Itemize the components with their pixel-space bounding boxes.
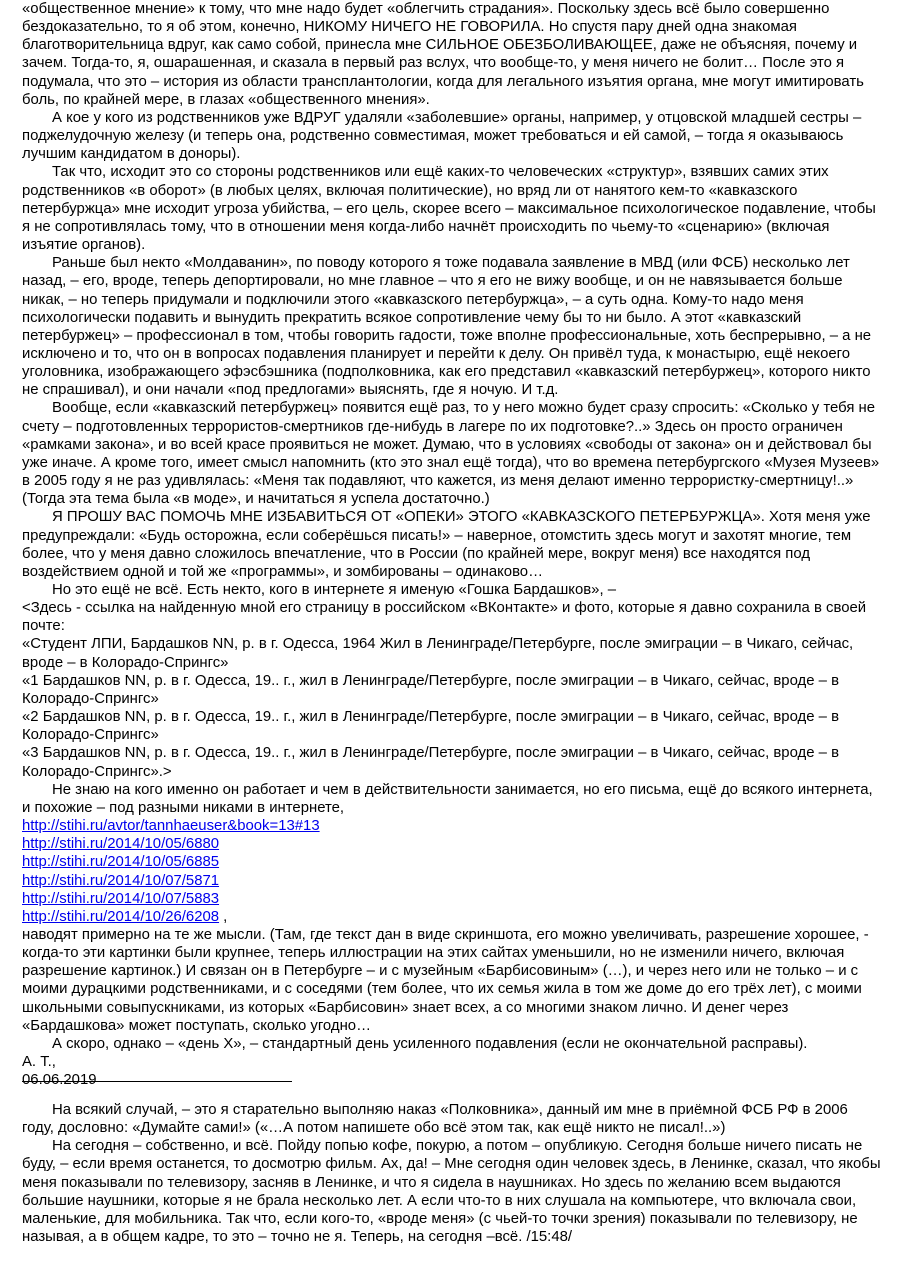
- footnote-2: На сегодня – собственно, и всё. Пойду попью кофе, покурю, а потом – опубликую. Сегодня больше ничего писать не буду, – если время останется, то досмотрю фильм. Ах, да! – Мне сегодня один человек здесь, в Ленинке, сказал, что якобы меня показывали по телевизору, засняв в Ленинке, и что я сидела в наушниках. Но здесь по желанию всем выдаются большие наушники, которые я не брала несколько лет. А если что-то в них слушала на компьютере, что включала свои, маленькие, для мобильника. Так что, если кого-то, «вроде меня» (с чьей-то точки зрения) показывали по телевизору, не называя, а в общем кадре, то это – точно не я. Теперь, на сегодня –всё. /15:48/: [22, 1138, 881, 1246]
- signature-name: А. Т.,: [22, 1054, 56, 1071]
- paragraph-1: «общественное мнение» к тому, что мне надо будет «облегчить страдания». Поскольку здесь всё было совершенно бездоказательно, то я об этом, конечно, НИКОМУ НИЧЕГО НЕ ГОВОРИЛА. Но спустя пару дней одна знакомая благотворительница вдруг, как само собой, принесла мне СИЛЬНОЕ ОБЕЗБОЛИВАЮЩЕЕ, даже не объясняя, почему и зачем. Тогда-то, я, ошарашенная, и сказала в первый раз вслух, что вообще-то, у меня ничего не болит… После это я подумала, что это – история из области трансплантологии, когда для легального изъятия органа, мне могут имитировать боль, по крайней мере, в глазах «общественного мнения».: [22, 1, 864, 108]
- paragraph-4: Раньше был некто «Молдаванин», по поводу которого я тоже подавала заявление в МВД (или ФСБ) несколько лет назад, – его, вроде, теперь депортировали, но мне главное – что я его не вижу вообще, и он не навязывается больше никак, – но теперь придумали и подключили этого «кавказского петербуржца», – а суть одна. Кому-то надо меня психологически подавить и вынудить прекратить всякое сопротивление чему бы то ни было. А этот «кавказский петербуржец» – профессионал в том, чтобы говорить гадости, тоже вполне профессиональные, хоть беспрерывно, – а не исключено и то, что он в вопросах подавления планирует и перейти к делу. Он привёл туда, к монастырю, ещё некоего уголовника, изображающего эфэсбэшника (подполковника, как его представил «кавказский петербуржец», которого никто не спрашивал), и они начали «под предлогами» выяснять, где я ночую. И т.д.: [22, 255, 872, 399]
- main-text: [22, 0, 882, 1089]
- paragraph-2: А кое у кого из родственников уже ВДРУГ удаляли «заболевшие» органы, например, у отцовской младшей сестры – поджелудочную железу (и теперь она, родственно совместимая, может требоваться и ей самой, – тогда я оказываюсь лучшим кандидатом в доноры).: [22, 109, 862, 163]
- quote-4: «3 Бардашков NN, р. в г. Одесса, 19.. г., жил в Ленинграде/Петербурге, после эмиграции – в Чикаго, сейчас, вроде – в Колорадо-Спрингс».>: [22, 745, 839, 780]
- footnotes: [22, 1101, 882, 1246]
- paragraph-6: Я ПРОШУ ВАС ПОМОЧЬ МНЕ ИЗБАВИТЬСЯ ОТ «ОПЕКИ» ЭТОГО «КАВКАЗСКОГО ПЕТЕРБУРЖЦА». Хотя меня уже предупреждали: «Будь осторожна, если соберёшься писать!» – наверное, отомстить здесь могут и захотят многие, тем более, что у меня давно сложилось впечатление, что в России (по крайней мере, вокруг меня) все находятся под воздействием одной и той же «программы», и зомбированы – одинаково…: [22, 509, 871, 580]
- footnote-divider: [22, 1081, 292, 1082]
- link-1[interactable]: http://stihi.ru/avtor/tannhaeuser&book=13#13: [22, 818, 320, 835]
- link-2[interactable]: http://stihi.ru/2014/10/05/6880: [22, 836, 220, 853]
- paragraph-8: <Здесь - ссылка на найденную мной его страницу в российском «ВКонтакте» и фото, которые я давно сохранила в своей почте:: [22, 600, 867, 635]
- paragraph-7: Но это ещё не всё. Есть некто, кого в интернете я именую «Гошка Бардашков», –: [52, 582, 617, 598]
- paragraph-3: Так что, исходит это со стороны родственников или ещё каких-то человеческих «структур», взявших самих этих родственников «в оборот» (в любых целях, включая политические), но вряд ли от нанятого кем-то «кавказского петербуржца» мне исходит угроза убийства, – его цель, скорее всего – максимальное психологическое подавление, чтобы я не сопротивлялась тому, что в отношении меня когда-либо начнёт происходить по чьему-то «сценарию» (включая изъятие органов).: [22, 164, 876, 254]
- paragraph-final: А скоро, однако – «день Х», – стандартный день усиленного подавления (если не окончательной расправы).: [52, 1035, 808, 1052]
- quote-1: «Студент ЛПИ, Бардашков NN, р. в г. Одесса, 1964 Жил в Ленинграде/Петербурге, после эмиграции – в Чикаго, сейчас, вроде – в Колорадо-Спрингс»: [22, 636, 854, 671]
- link-3[interactable]: http://stihi.ru/2014/10/05/6885: [22, 854, 220, 871]
- paragraph-after-links: наводят примерно на те же мысли. (Там, где текст дан в виде скриншота, его можно увеличивать, разрешение хорошее, - когда-то эти картинки были крупнее, теперь иллюстрации на этих сайтах уменьшили, но не изменили ничего, включая разрешение картинок.) И связан он в Петербурге – и с музейным «Барбисовиным» (…), и через него или не только – и с моими дурацкими родственниками, и с соседями (тем более, что их семья жила в том же доме до его трёх лет), с моими школьными совыпускниками, из которых «Барбисовин» знает всех, а со многими знаком лично. И денег через «Бардашкова» может поступать, сколько угодно…: [22, 926, 869, 1034]
- quote-3: «2 Бардашков NN, р. в г. Одесса, 19.. г., жил в Ленинграде/Петербурге, после эмиграции – в Чикаго, сейчас, вроде – в Колорадо-Спрингс»: [22, 709, 839, 744]
- link-4[interactable]: http://stihi.ru/2014/10/07/5871: [22, 872, 220, 889]
- paragraph-13: Не знаю на кого именно он работает и чем в действительности занимается, но его письма, ещё до всякого интернета, и похожие – под разными никами в интернете,: [22, 781, 873, 816]
- paragraph-5: Вообще, если «кавказский петербуржец» появится ещё раз, то у него можно будет сразу спросить: «Сколько у тебя не счету – подготовленных террористов-смертников где-нибудь в лагере по их подготовке?..» Здесь он просто ограничен «рамками закона», и во всей красе проявиться не может. Думаю, что в условиях «свободы от закона» он и действовал бы уже иначе. А кроме того, имеет смысл напомнить (кто это знал ещё тогда), что во времена петербургского «Музея Музеев» в 2005 году я не раз удивлялась: «Меня так подавляют, что кажется, из меня делают именно террористку-смертницу!..» (Тогда эта тема была «в моде», и начитаться я успела достаточно.): [22, 400, 880, 508]
- quote-2: «1 Бардашков NN, р. в г. Одесса, 19.. г., жил в Ленинграде/Петербурге, после эмиграции – в Чикаго, сейчас, вроде – в Колорадо-Спрингс»: [22, 672, 839, 707]
- signature-date: 06.06.2019: [22, 1072, 97, 1089]
- links-suffix: ,: [219, 908, 228, 925]
- footnote-1: На всякий случай, – это я старательно выполняю наказ «Полковника», данный им мне в приёмной ФСБ РФ в 2006 году, дословно: «Думайте сами!» («…А потом напишете обо всё этом так, как ещё никто не писал!..»): [22, 1102, 848, 1137]
- link-6[interactable]: http://stihi.ru/2014/10/26/6208: [22, 908, 220, 925]
- link-5[interactable]: http://stihi.ru/2014/10/07/5883: [22, 890, 220, 907]
- link-list: [22, 817, 882, 926]
